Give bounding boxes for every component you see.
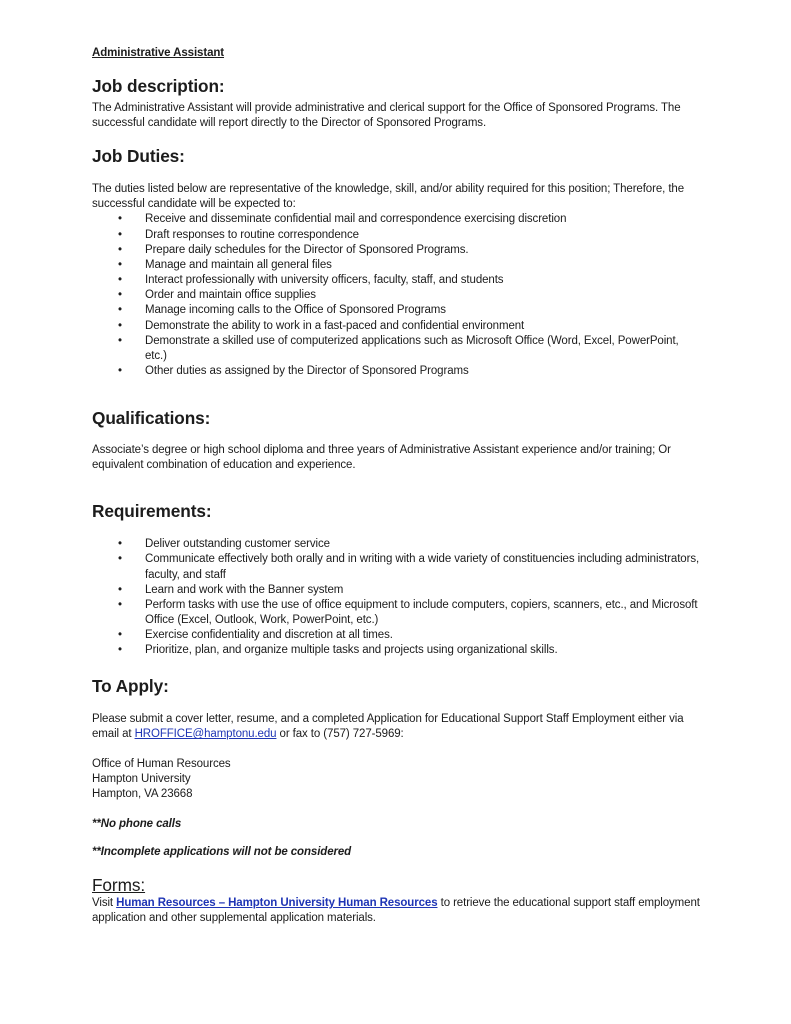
- requirements-list: [92, 537, 703, 658]
- requirement-item: • Learn and work with the Banner system: [92, 583, 703, 598]
- address-line: Hampton, VA 23668: [92, 787, 193, 800]
- no-phone-calls-note: **No phone calls: [92, 818, 182, 831]
- job-duty-item: • Manage and maintain all general files: [92, 258, 703, 273]
- job-duties-heading: Job Duties:: [92, 146, 185, 167]
- forms-heading: Forms:: [92, 874, 146, 895]
- job-duties-intro: The duties listed below are representative of the knowledge, skill, and/or ability required for this position; Therefore, the successful candidate will be expected to:: [92, 183, 685, 211]
- requirement-item: • Perform tasks with use the use of office equipment to include computers, copiers, scanners, etc., and Microsoft Office (Excel, Outlook, Work, PowerPoint, etc.): [92, 598, 703, 628]
- document-title: Administrative Assistant: [92, 47, 225, 59]
- forms-paragraph: [92, 896, 703, 926]
- requirement-item: • Exercise confidentiality and discretion at all times.: [92, 628, 703, 643]
- job-duty-item: • Interact professionally with university officers, faculty, staff, and students: [92, 273, 703, 288]
- to-apply-text-before: Please submit a cover letter, resume, and a completed Application for Educational Support Staff Employment either via email at: [92, 713, 684, 741]
- forms-text-before: Visit: [92, 897, 117, 910]
- job-duty-item: • Demonstrate the ability to work in a fast-paced and confidential environment: [92, 319, 703, 334]
- to-apply-paragraph: [92, 712, 703, 742]
- address-block: [92, 757, 703, 803]
- job-duty-item: • Order and maintain office supplies: [92, 288, 703, 303]
- job-duty-item: • Receive and disseminate confidential mail and correspondence exercising discretion: [92, 212, 703, 227]
- to-apply-heading: To Apply:: [92, 675, 169, 696]
- qualifications-heading: Qualifications:: [92, 408, 211, 429]
- job-duty-item: • Other duties as assigned by the Director of Sponsored Programs: [92, 364, 703, 379]
- notes-block: [92, 817, 703, 860]
- address-line: Office of Human Resources: [92, 757, 231, 770]
- job-duty-item: • Demonstrate a skilled use of computerized applications such as Microsoft Office (Word, Excel, PowerPoint, etc.): [92, 334, 703, 364]
- qualifications-paragraph: Associate’s degree or high school diploma and three years of Administrative Assistant experience and/or training; Or equivalent combination of education and experience.: [92, 444, 671, 472]
- job-duty-item: • Manage incoming calls to the Office of Sponsored Programs: [92, 303, 703, 318]
- job-description-paragraph: The Administrative Assistant will provide administrative and clerical support for the Office of Sponsored Programs. The successful candidate will report directly to the Director of Sponsored Programs.: [92, 101, 681, 130]
- to-apply-text-after: or fax to (757) 727-5969:: [276, 728, 404, 741]
- incomplete-applications-note: **Incomplete applications will not be considered: [92, 846, 352, 859]
- email-link[interactable]: HROFFICE@hamptonu.edu: [134, 728, 277, 741]
- address-line: Hampton University: [92, 772, 191, 785]
- job-duty-item: • Prepare daily schedules for the Director of Sponsored Programs.: [92, 243, 703, 258]
- job-duties-list: [92, 212, 703, 379]
- requirements-heading: Requirements:: [92, 501, 212, 522]
- requirement-item: • Prioritize, plan, and organize multiple tasks and projects using organizational skills.: [92, 643, 703, 658]
- forms-link[interactable]: Human Resources – Hampton University Human Resources: [116, 897, 438, 910]
- job-description-heading: Job description:: [92, 76, 225, 97]
- requirement-item: • Communicate effectively both orally and in writing with a wide variety of constituencies including administrators, faculty, and staff: [92, 552, 703, 582]
- requirement-item: • Deliver outstanding customer service: [92, 537, 703, 552]
- job-duty-item: • Draft responses to routine correspondence: [92, 228, 703, 243]
- forms-text-after: to retrieve the educational support staff employment application and other supplemental application materials.: [92, 897, 700, 925]
